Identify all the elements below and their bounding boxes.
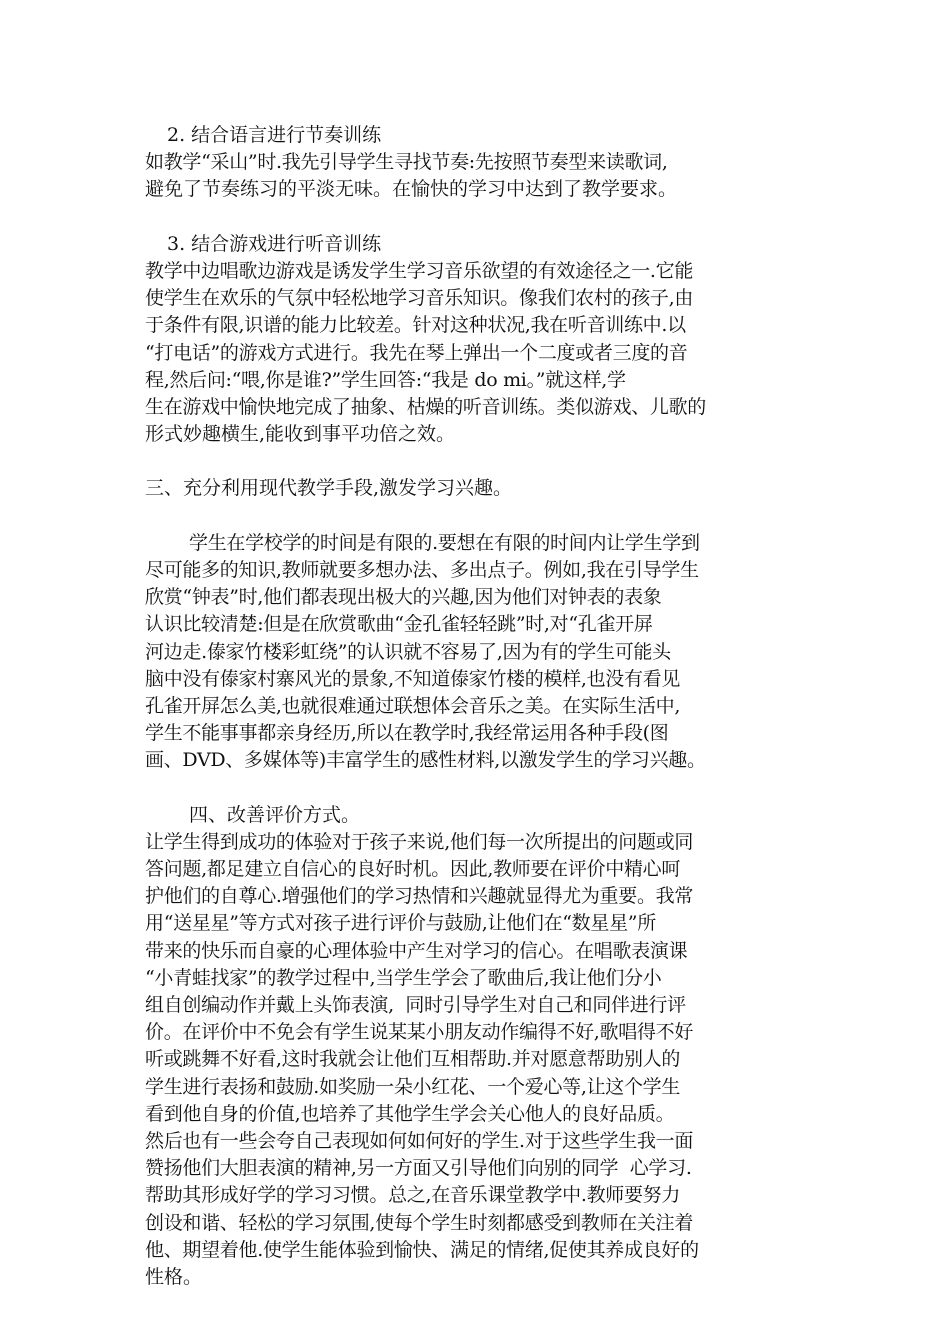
paragraph-line: 尽可能多的知识,教师就要多想办法、多出点子。例如,我在引导学生 <box>145 559 699 581</box>
paragraph-line: 用“送星星”等方式对孩子进行评价与鼓励,让他们在“数星星”所 <box>145 912 656 935</box>
spacer <box>145 448 815 475</box>
paragraph-line: 程,然后问:“喂,你是谁?”学生回答:“我是 do mi。”就这样,学 <box>145 368 626 391</box>
paragraph-line: 他、期望着他.使学生能体验到愉快、满足的情绪,促使其养成良好的 <box>145 1238 699 1261</box>
spacer <box>145 204 815 231</box>
paragraph-line: 生在游戏中愉快地完成了抽象、枯燥的听音训练。类似游戏、儿歌的 <box>145 395 707 418</box>
paragraph-line: 认识比较清楚:但是在欣赏歌曲“金孔雀轻轻跳”时,对“孔雀开屏 <box>145 613 653 636</box>
paragraph-line: 学生进行表扬和鼓励.如奖励一朵小红花、一个爱心等,让这个学生 <box>145 1075 681 1098</box>
paragraph-line: 避免了节奏练习的平淡无味。在愉快的学习中达到了教学要求。 <box>145 178 678 201</box>
paragraph-line: 护他们的自尊心.增强他们的学习热情和兴趣就显得尤为重要。我常 <box>145 885 694 908</box>
paragraph-line: 性格。 <box>145 1265 203 1288</box>
paragraph-line: “打电话”的游戏方式进行。我先在琴上弹出一个二度或者三度的音 <box>145 341 688 364</box>
paragraph-line: 于条件有限,识谱的能力比较差。针对这种状况,我在听音训练中.以 <box>145 314 686 337</box>
paragraph-line: 赞扬他们大胆表演的精神,另一方面又引导他们向别的同学 心学习. <box>145 1157 692 1180</box>
paragraph-line: 孔雀开屏怎么美,也就很难通过联想体会音乐之美。在实际生活中, <box>145 694 681 717</box>
spacer <box>145 775 815 802</box>
paragraph-line: 画、DVD、多媒体等)丰富学生的感性材料,以激发学生的学习兴趣。 <box>145 749 706 772</box>
section-heading-modern-teaching: 三、充分利用现代教学手段,激发学习兴趣。 <box>145 477 513 500</box>
paragraph-line: 河边走.傣家竹楼彩虹绕”的认识就不容易了,因为有的学生可能头 <box>145 640 671 663</box>
paragraph-line: 形式妙趣横生,能收到事平功倍之效。 <box>145 423 456 446</box>
paragraph-line: 价。在评价中不免会有学生说某某小朋友动作编得不好,歌唱得不好 <box>145 1021 694 1044</box>
document-page <box>145 122 815 1291</box>
spacer <box>145 503 815 530</box>
section-heading-ear-training: 3. 结合游戏进行听音训练 <box>167 232 382 255</box>
paragraph-line: 学生不能事事都亲身经历,所以在教学时,我经常运用各种手段(图 <box>145 722 669 745</box>
paragraph-line: 创设和谐、轻松的学习氛围,使每个学生时刻都感受到教师在关注着 <box>145 1211 694 1234</box>
paragraph-line: 教学中边唱歌边游戏是诱发学生学习音乐欲望的有效途径之一.它能 <box>145 259 694 282</box>
paragraph-line: 欣赏“钟表”时,他们都表现出极大的兴趣,因为他们对钟表的表象 <box>145 586 662 609</box>
paragraph-line: 答问题,都足建立自信心的良好时机。因此,教师要在评价中精心呵 <box>145 858 681 881</box>
paragraph-line: 然后也有一些会夸自己表现如何如何好的学生.对于这些学生我一面 <box>145 1129 694 1152</box>
paragraph-line: 脑中没有傣家村寨风光的景象,不知道傣家竹楼的模样,也没有看见 <box>145 667 681 690</box>
paragraph-line: 使学生在欢乐的气氛中轻松地学习音乐知识。像我们农村的孩子,由 <box>145 287 694 310</box>
paragraph-line: 看到他自身的价值,也培养了其他学生学会关心他人的良好品质。 <box>145 1102 675 1125</box>
paragraph-line: 帮助其形成好学的学习习惯。总之,在音乐课堂教学中.教师要努力 <box>145 1184 681 1207</box>
paragraph-line: 让学生得到成功的体验对于孩子来说,他们每一次所提出的问题或同 <box>145 830 694 853</box>
section-heading-evaluation: 四、改善评价方式。 <box>189 803 361 826</box>
paragraph-line: 组自创编动作并戴上头饰表演, 同时引导学生对自己和同伴进行评 <box>145 994 686 1016</box>
paragraph-line: 学生在学校学的时间是有限的.要想在有限的时间内让学生学到 <box>189 531 700 554</box>
paragraph-line: 听或跳舞不好看,这时我就会让他们互相帮助.并对愿意帮助别人的 <box>145 1048 681 1071</box>
paragraph-line: 如教学“采山”时.我先引导学生寻找节奏:先按照节奏型来读歌词, <box>145 151 668 174</box>
section-heading-rhythm: 2. 结合语言进行节奏训练 <box>167 124 382 146</box>
paragraph-line: “小青蛙找家”的教学过程中,当学生学会了歌曲后,我让他们分小 <box>145 966 662 989</box>
paragraph-line: 带来的快乐而自豪的心理体验中产生对学习的信心。在唱歌表演课 <box>145 939 688 962</box>
